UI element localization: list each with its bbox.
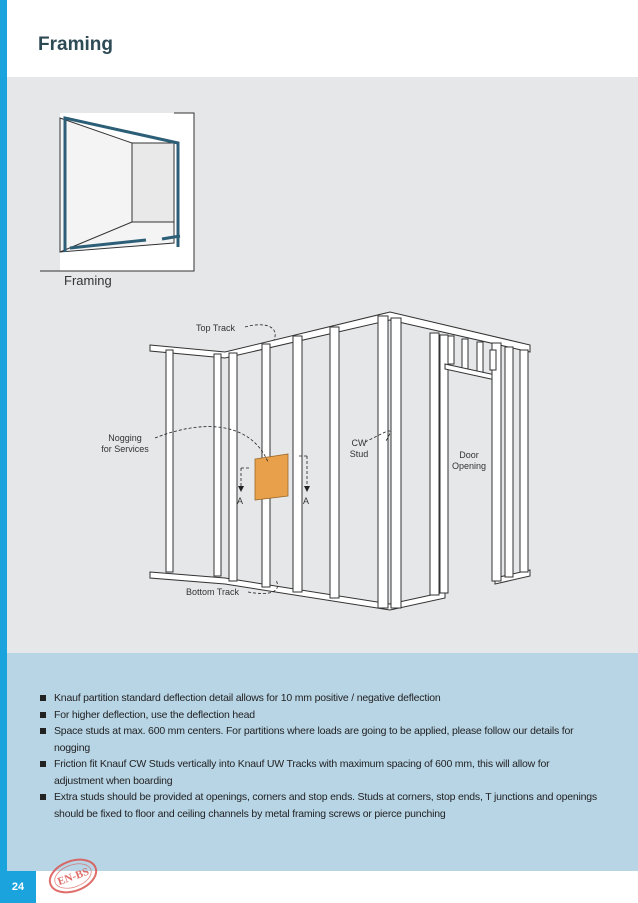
nogging-label: Nogging for Services bbox=[101, 433, 149, 454]
cw-stud-label: CW Stud bbox=[349, 438, 369, 459]
notes-list bbox=[40, 690, 600, 822]
top-track-label: Top Track bbox=[196, 323, 236, 333]
note-item: Friction fit Knauf CW Studs vertically into Knauf UW Tracks with maximum spacing of 600 mm, this will allow for adjustment when boarding bbox=[40, 756, 600, 789]
note-item: Space studs at max. 600 mm centers. For partitions where loads are going to be applied, please follow our details for nogging bbox=[40, 723, 600, 756]
en-bs-stamp-icon bbox=[44, 856, 102, 896]
page-number: 24 bbox=[0, 871, 36, 903]
bottom-track-label: Bottom Track bbox=[186, 587, 240, 597]
section-label-a-left: A bbox=[237, 496, 244, 506]
nogging-board bbox=[255, 454, 288, 500]
small-framing-figure bbox=[40, 113, 194, 271]
page-title: Framing bbox=[38, 34, 113, 55]
note-item: Extra studs should be provided at openings, corners and stop ends. Studs at corners, stop ends, T junctions and openings should be fixed to floor and ceiling channels by metal framing screws or pierce punching bbox=[40, 789, 600, 822]
section-label-a-right: A bbox=[303, 496, 310, 506]
svg-text:EN-BS: EN-BS bbox=[56, 865, 91, 889]
small-figure-caption: Framing bbox=[64, 273, 112, 288]
note-item: For higher deflection, use the deflection head bbox=[40, 707, 600, 724]
door-opening-label: Door Opening bbox=[451, 450, 487, 471]
note-item: Knauf partition standard deflection detail allows for 10 mm positive / negative deflection bbox=[40, 690, 600, 707]
